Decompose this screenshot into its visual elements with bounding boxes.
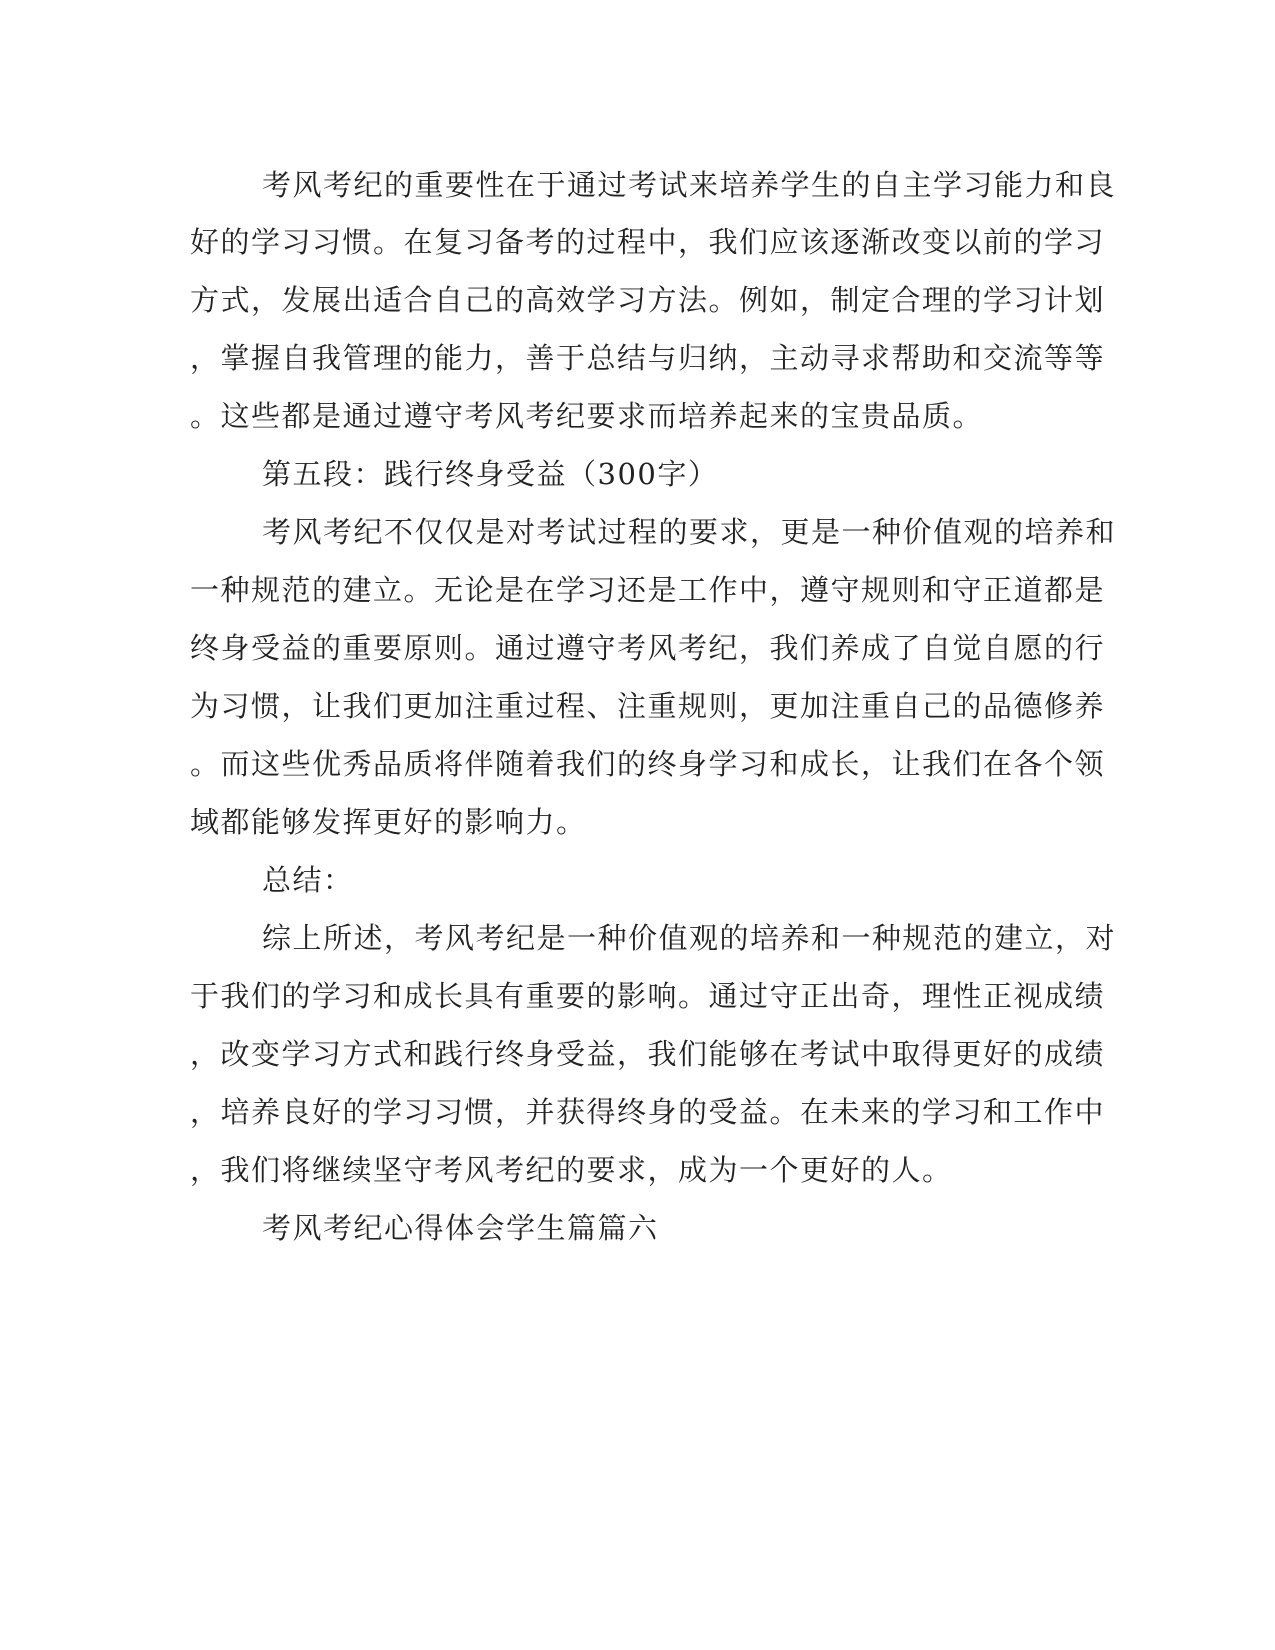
paragraph-line: 方式，发展出适合自己的高效学习方法。例如，制定合理的学习计划: [190, 283, 1106, 317]
paragraph-line: 考风考纪的重要性在于通过考试来培养学生的自主学习能力和良: [262, 168, 1117, 202]
paragraph-line: 。这些都是通过遵守考风考纪要求而培养起来的宝贵品质。: [190, 399, 984, 433]
paragraph-line: ，我们将继续坚守考风考纪的要求，成为一个更好的人。: [190, 1153, 953, 1187]
paragraph-line: 为习惯，让我们更加注重过程、注重规则，更加注重自己的品德修养: [190, 689, 1106, 723]
paragraph-line: ，培养良好的学习习惯，并获得终身的受益。在未来的学习和工作中: [190, 1095, 1106, 1129]
paragraph-line: 域都能够发挥更好的影响力。: [190, 805, 587, 839]
paragraph-line: 一种规范的建立。无论是在学习还是工作中，遵守规则和守正道都是: [190, 573, 1106, 607]
section-heading: 考风考纪心得体会学生篇篇六: [262, 1211, 659, 1245]
section-heading: 总结：: [262, 863, 354, 897]
paragraph-line: 考风考纪不仅仅是对考试过程的要求，更是一种价值观的培养和: [262, 515, 1117, 549]
paragraph-line: ，掌握自我管理的能力，善于总结与归纳，主动寻求帮助和交流等等: [190, 341, 1106, 375]
paragraph-line: ，改变学习方式和践行终身受益，我们能够在考试中取得更好的成绩: [190, 1037, 1106, 1071]
paragraph-line: 终身受益的重要原则。通过遵守考风考纪，我们养成了自觉自愿的行: [190, 631, 1106, 665]
paragraph-line: 于我们的学习和成长具有重要的影响。通过守正出奇，理性正视成绩: [190, 979, 1106, 1013]
section-heading: 第五段：践行终身受益（300字）: [262, 457, 719, 491]
paragraph-line: 。而这些优秀品质将伴随着我们的终身学习和成长，让我们在各个领: [190, 747, 1106, 781]
paragraph-line: 好的学习习惯。在复习备考的过程中，我们应该逐渐改变以前的学习: [190, 225, 1106, 259]
paragraph-line: 综上所述，考风考纪是一种价值观的培养和一种规范的建立，对: [262, 921, 1117, 955]
